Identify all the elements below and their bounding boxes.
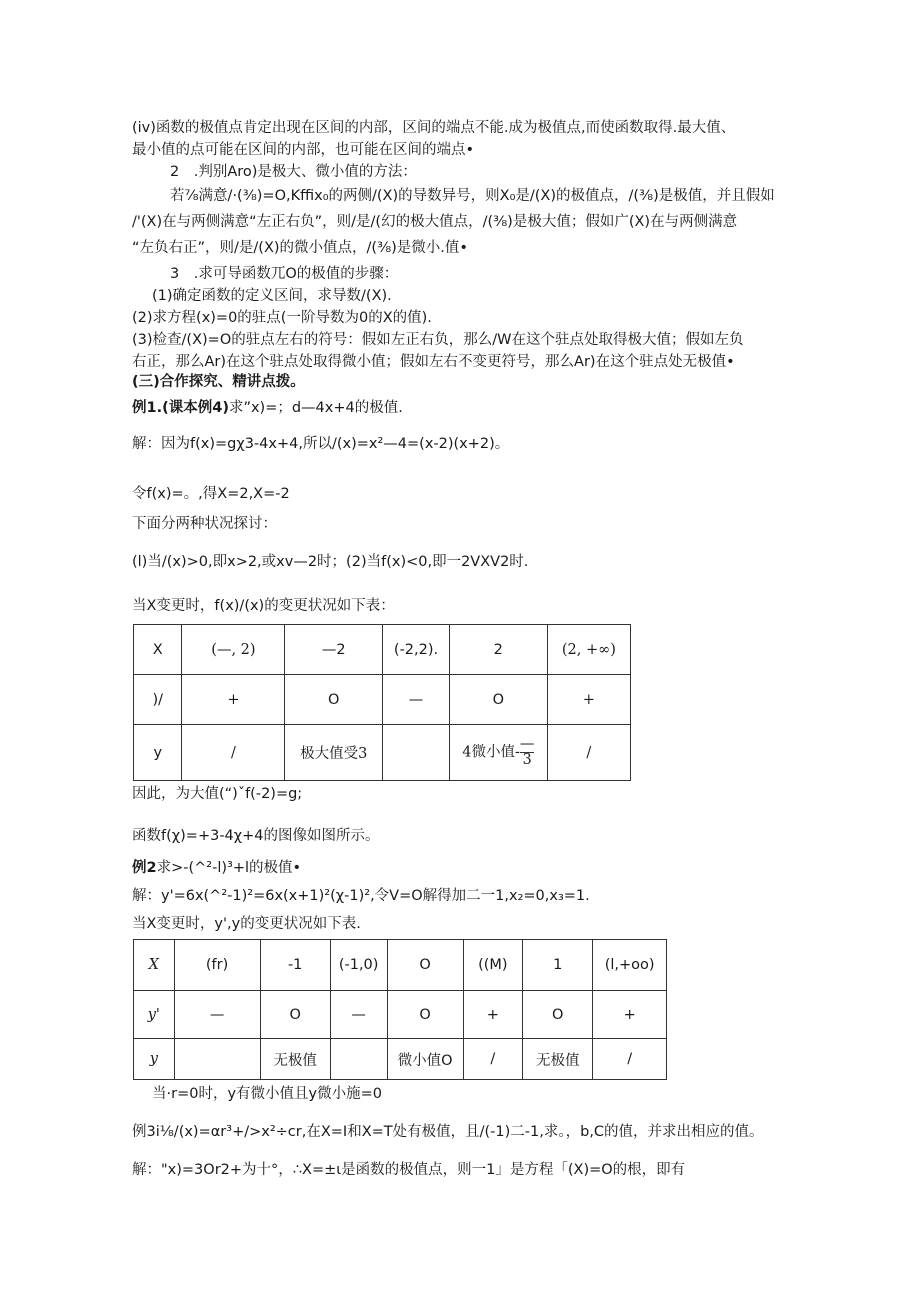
table-cell: y	[134, 725, 182, 781]
table-cell: /	[547, 725, 630, 781]
text-line: 解："x)=3Or2+为十°，∴X=±ι是函数的极值点，则一1」是方程「(X)=O的根，即有	[132, 1162, 686, 1178]
example-heading	[132, 398, 403, 418]
table-cell: —	[383, 675, 450, 725]
table-cell	[330, 1039, 387, 1080]
text-line: (2)求方程(x)=0的驻点(一阶导数为0的X的值).	[132, 310, 432, 326]
text-line: 函数f(χ)=+3-4χ+4的图像如图所示。	[132, 828, 380, 844]
fraction-denominator: 3	[520, 752, 535, 768]
table-cell: +	[463, 991, 523, 1039]
table-cell: 极大值受3	[285, 725, 383, 781]
table-cell: /	[463, 1039, 523, 1080]
text-line: /'(X)在与两侧满意“左正右负”，则/是/(幻的极大值点，/(⅜)是极大值；假如广(X)在与两侧满意	[132, 214, 738, 230]
text-line: 下面分两种状况探讨：	[132, 516, 277, 532]
text-line: 当X变更时，f(x)/(x)的变更状况如下表：	[132, 598, 395, 614]
example-label: 例2	[132, 860, 157, 876]
text-line: 右正，那么Ar)在这个驻点处取得微小值；假如左右不变更符号，那么Ar)在这个驻点处无极值•	[132, 354, 735, 370]
text-line: (l)当/(x)>0,即x>2,或xv—2时；(2)当f(x)<0,即一2VXV2时.	[132, 554, 529, 570]
text-line: 当·r=0时，y有微小值且y微小施=0	[152, 1086, 382, 1102]
table-cell: 无极值	[260, 1039, 330, 1080]
table-cell: O	[523, 991, 593, 1039]
text-line: “左负右正”，则/是/(X)的微小值点，/(⅜)是微小.值•	[132, 240, 468, 256]
table-cell: (-1,0)	[330, 940, 387, 991]
text-line: 因此，为大值(“)ˇf(-2)=g;	[132, 786, 303, 802]
table-cell: O	[449, 675, 547, 725]
text-line: 最小值的点可能在区间的内部，也可能在区间的端点•	[132, 142, 475, 158]
section-heading: 2 .判别Aro)是极大、微小值的方法：	[170, 164, 417, 180]
text-line: (1)确定函数的定义区间，求导数/(X).	[152, 288, 392, 304]
table-cell: 无极值	[523, 1039, 593, 1080]
table-cell: —	[330, 991, 387, 1039]
text-line: 令f(x)=。,得X=2,X=-2	[132, 486, 290, 502]
table-cell	[383, 725, 450, 781]
table-cell: y	[134, 1039, 175, 1080]
section-heading: 3 .求可导函数兀O的极值的步骤：	[170, 266, 399, 282]
table-1	[133, 624, 631, 781]
fraction-numerator: —	[519, 736, 535, 752]
table-cell: )/	[134, 675, 182, 725]
table-cell: (fr)	[174, 940, 260, 991]
table-cell: (l,+oo)	[593, 940, 667, 991]
table-2	[133, 939, 667, 1080]
table-cell: (—, 2)	[182, 625, 285, 675]
table-cell: 2	[449, 625, 547, 675]
table-cell: X	[134, 940, 175, 991]
section-heading: (三)合作探究、精讲点拨。	[132, 374, 305, 390]
table-cell: (-2,2).	[383, 625, 450, 675]
text-line: 当X变更时，y',y的变更状况如下表.	[132, 916, 361, 932]
table-cell: ((M)	[463, 940, 523, 991]
table-cell: /	[182, 725, 285, 781]
table-cell: —2	[285, 625, 383, 675]
table-cell: O	[285, 675, 383, 725]
table-cell: +	[182, 675, 285, 725]
table-cell: O	[387, 991, 463, 1039]
example-heading	[132, 858, 301, 878]
table-cell: X	[134, 625, 182, 675]
table-cell: +	[547, 675, 630, 725]
table-cell: 1	[523, 940, 593, 991]
table-cell: /	[593, 1039, 667, 1080]
table-cell	[174, 1039, 260, 1080]
text-line: 例3i⅛/(x)=αr³+/>x²÷cr,在X=I和X=T处有极值，且/(-1)二-1,求。，b,C的值，并求出相应的值。	[132, 1124, 764, 1140]
text-line: 解：因为f(x)=gχ3-4x+4,所以/(x)=x²—4=(x-2)(x+2)。	[132, 436, 510, 452]
example-text: 求>-(^²-l)³+l的极值•	[156, 860, 302, 876]
text-line: 若⅞满意/·(⅜)=O,Kffix₀的两侧/(X)的导数异号，则X₀是/(X)的极值点，/(⅜)是极值，并且假如	[170, 188, 775, 204]
table-cell: -1	[260, 940, 330, 991]
example-label: 例1.(课本例4)	[132, 400, 229, 416]
table-cell: —	[174, 991, 260, 1039]
text-line: (3)检查/(X)=O的驻点左右的符号：假如左正右负，那么/W在这个驻点处取得极大值；假如左负	[132, 332, 744, 348]
text-line: 解：y'=6x(^²-1)²=6x(x+1)²(χ-1)²,令V=O解得加二一1,x₂=0,x₃=1.	[132, 888, 590, 904]
fraction	[520, 737, 535, 768]
table-cell: +	[593, 991, 667, 1039]
text-line: (iv)函数的极值点肯定出现在区间的内部，区间的端点不能.成为极值点,而使函数取得.最大值、	[132, 120, 736, 136]
table-cell: y'	[134, 991, 175, 1039]
cell-text: 4微小值-	[462, 744, 520, 761]
table-cell: 微小值O	[387, 1039, 463, 1080]
table-cell: O	[387, 940, 463, 991]
table-cell: (2, +∞)	[547, 625, 630, 675]
table-cell	[449, 725, 547, 781]
table-cell: O	[260, 991, 330, 1039]
example-text: 求”x)=；d—4x+4的极值.	[228, 400, 403, 416]
